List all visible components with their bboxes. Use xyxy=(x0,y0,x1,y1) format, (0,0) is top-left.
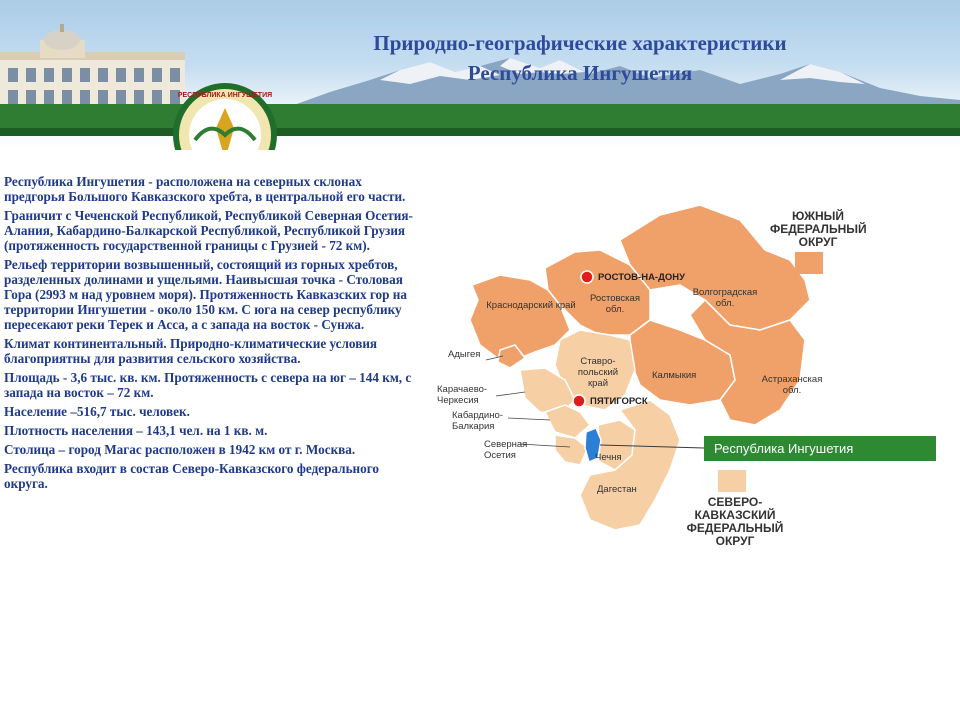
paragraph-climate: Климат континентальный. Природно-климатические условия благоприятны для развития сельского хозяйства. xyxy=(4,336,378,366)
emblem-text: РЕСПУБЛИКА ИНГУШЕТИЯ xyxy=(177,92,273,99)
paragraph-area: Площадь - 3,6 тыс. кв. км. Протяженность с севера на юг – 144 км, с запада на восток – 72 км. xyxy=(4,370,412,400)
legend-ncfd-label: СЕВЕРО-КАВКАЗСКИЙ ФЕДЕРАЛЬНЫЙ ОКРУГ xyxy=(686,495,784,548)
label-kabardino: Кабардино- Балкария xyxy=(452,410,503,432)
paragraph-population: Население –516,7 тыс. человек. xyxy=(4,404,190,419)
region-kabardino xyxy=(545,405,590,438)
paragraph-borders: Граничит с Чеченской Республикой, Республикой Северная Осетия-Алания, Кабардино-Балкарской Республикой, Республикой Грузия (протяженность государственной границы с Грузией - 72 км). xyxy=(4,208,413,253)
label-kalmykia: Калмыкия xyxy=(652,370,697,381)
region-ossetia xyxy=(555,435,588,465)
title-line-1: Природно-географические характеристики xyxy=(373,31,787,55)
label-dagestan: Дагестан xyxy=(597,484,637,495)
label-stavropol: Ставро- польский край xyxy=(577,356,619,389)
label-astrakhan: Астраханская обл. xyxy=(761,374,823,396)
legend-swatch-ncfd xyxy=(718,470,746,492)
title-line-2: Республика Ингушетия xyxy=(467,61,693,85)
label-volgograd: Волгоградская обл. xyxy=(692,287,758,309)
paragraph-location: Республика Ингушетия - расположена на северных склонах предгорья Большого Кавказского хребта, в центральной его части. xyxy=(4,174,406,204)
paragraph-density: Плотность населения – 143,1 чел. на 1 кв. м. xyxy=(4,423,268,438)
region-dagestan xyxy=(580,400,680,530)
label-ossetia: Северная Осетия xyxy=(484,439,528,461)
legend-south-label: ЮЖНЫЙ ФЕДЕРАЛЬНЫЙ ОКРУГ xyxy=(770,209,867,249)
label-karachay: Карачаево- Черкесия xyxy=(437,384,488,406)
paragraph-relief: Рельеф территории возвышенный, состоящий из горных хребтов, разделенных долинами и ущельями. Наивысшая точка - Столовая Гора (2993 м над уровнем моря). Протяженность Кавказских гор на территории Ингушетии - около 150 км. С юга на север республику пересекают реки Терек и Асса, а с запада на восток - Сунжа. xyxy=(4,257,407,332)
city-marker-rostov xyxy=(581,271,593,283)
label-rostov: Ростовская обл. xyxy=(590,293,640,315)
legend-swatch-south xyxy=(795,252,823,274)
label-krasnodar: Краснодарский край xyxy=(486,300,576,311)
city-label-rostov: РОСТОВ-НА-ДОНУ xyxy=(598,272,686,283)
label-adygea: Адыгея xyxy=(448,349,481,360)
label-chechnya: Чечня xyxy=(595,452,622,463)
paragraph-capital: Столица – город Магас расположен в 1942 км от г. Москва. xyxy=(4,442,356,457)
city-marker-pyatigorsk xyxy=(573,395,585,407)
ingushetia-callout: Республика Ингушетия xyxy=(704,436,936,461)
city-label-pyatigorsk: ПЯТИГОРСК xyxy=(590,396,648,407)
paragraph-district: Республика входит в состав Северо-Кавказского федерального округа. xyxy=(4,461,379,491)
